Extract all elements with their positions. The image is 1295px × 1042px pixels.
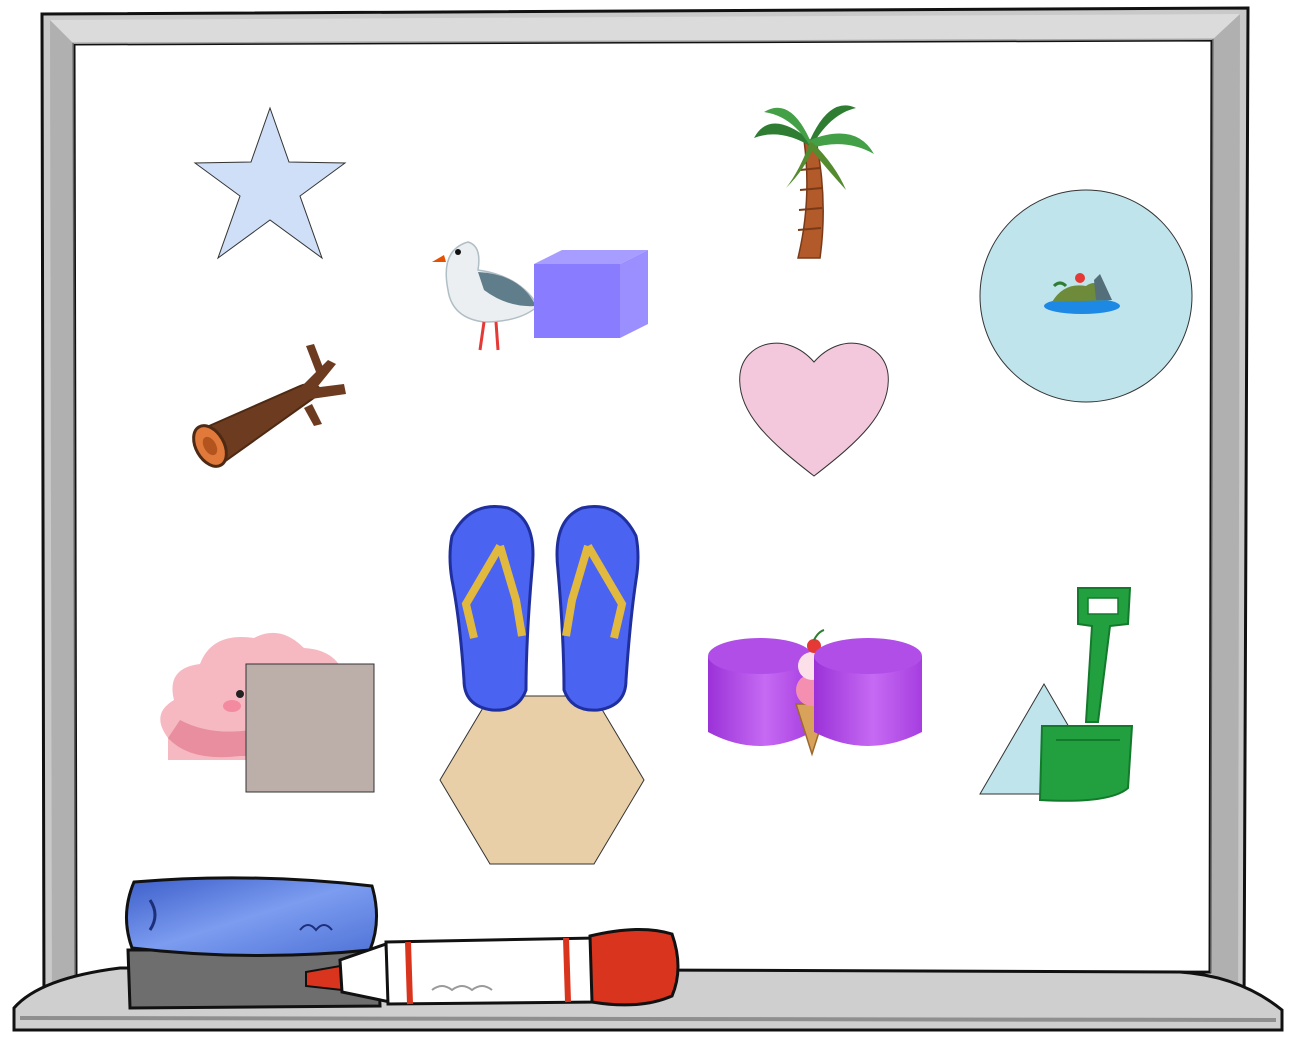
square-shape[interactable] — [246, 664, 374, 792]
whiteboard-frame — [42, 8, 1248, 1016]
cylinder-shape-right[interactable] — [814, 638, 922, 746]
cube-shape[interactable] — [534, 250, 648, 338]
